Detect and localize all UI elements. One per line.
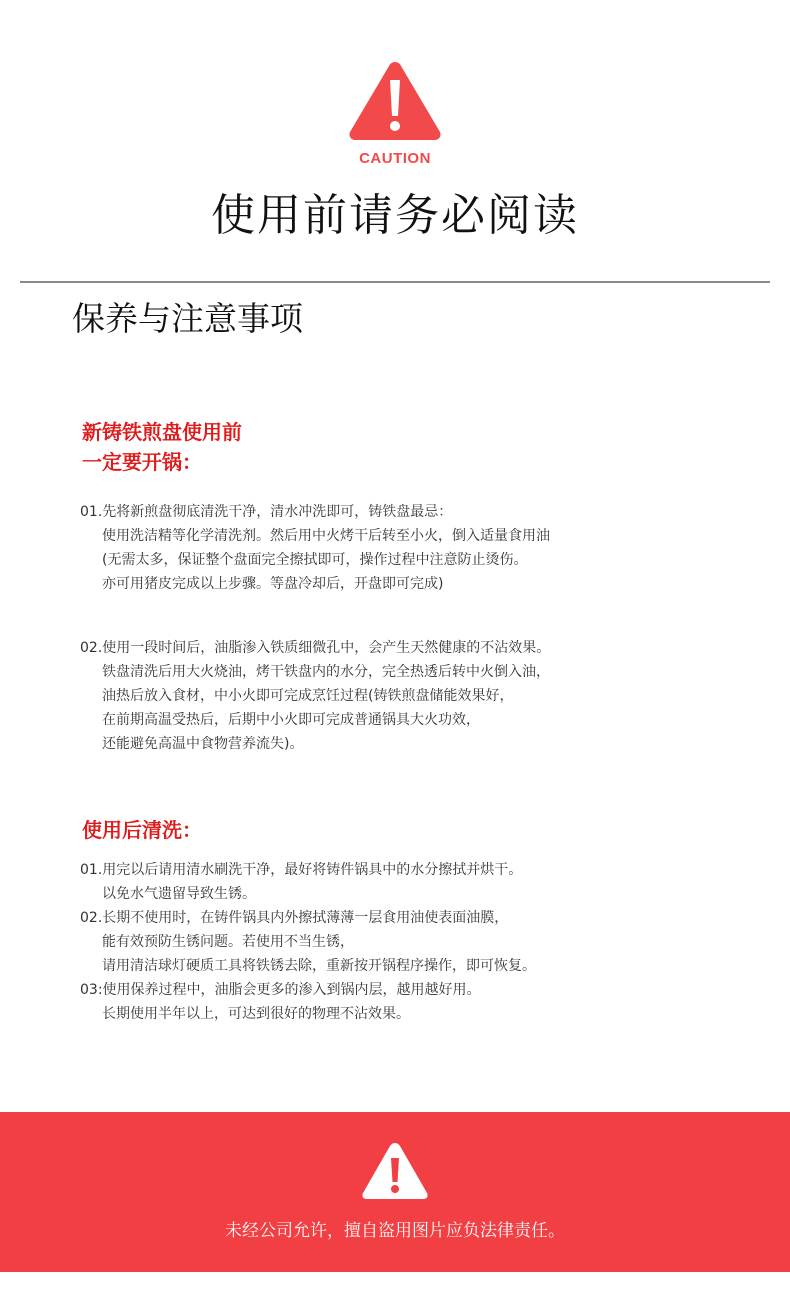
text-line: 油热后放入食材，中小火即可完成烹饪过程(铸铁煎盘储能效果好， [102, 688, 514, 704]
divider [20, 281, 770, 283]
text-line: 亦可用猪皮完成以上步骤。等盘冷却后，开盘即可完成) [102, 576, 444, 592]
text-line: 02.长期不使用时，在铸件锅具内外擦拭薄薄一层食用油使表面油膜， [80, 910, 509, 926]
text-line: 02.使用一段时间后，油脂渗入铁质细微孔中，会产生天然健康的不沾效果。 [80, 640, 551, 656]
page-title: 使用前请务必阅读 [211, 190, 579, 241]
text-line: 01.用完以后请用清水刷洗干净，最好将铸件锅具中的水分擦拭并烘干。 [80, 862, 523, 878]
text-line: 使用洗洁精等化学清洗剂。然后用中火烤干后转至小火，倒入适量食用油 [102, 528, 550, 544]
text-line: 03:使用保养过程中，油脂会更多的渗入到锅内层，越用越好用。 [80, 982, 481, 998]
text-line: 还能避免高温中食物营养流失)。 [102, 736, 304, 752]
text-line: 以免水气遗留导致生锈。 [102, 886, 256, 902]
warning-triangle-icon [360, 1140, 430, 1202]
before-use-heading-line2: 一定要开锅： [82, 450, 202, 474]
text-line: 能有效预防生锈问题。若使用不当生锈， [102, 934, 354, 950]
text-line: 铁盘清洗后用大火烧油，烤干铁盘内的水分，完全热透后转中火倒入油， [102, 664, 550, 680]
caution-triangle-icon [345, 56, 445, 144]
text-line: 01.先将新煎盘彻底清洗干净，清水冲洗即可，铸铁盘最忌： [80, 504, 453, 520]
section-title: 保养与注意事项 [72, 299, 303, 338]
text-line: (无需太多，保证整个盘面完全擦拭即可，操作过程中注意防止烫伤。 [102, 552, 528, 568]
text-line: 长期使用半年以上，可达到很好的物理不沾效果。 [102, 1006, 410, 1022]
text-line: 请用清洁球灯硬质工具将铁锈去除，重新按开锅程序操作，即可恢复。 [102, 958, 536, 974]
after-use-list [80, 858, 536, 1026]
before-use-heading-line1: 新铸铁煎盘使用前 [82, 420, 242, 444]
after-use-heading: 使用后清洗： [82, 818, 202, 842]
text-line: 在前期高温受热后，后期中小火即可完成普通锅具大火功效， [102, 712, 480, 728]
footer-banner [0, 1112, 790, 1272]
caution-label: CAUTION [359, 150, 431, 167]
before-use-item-1 [80, 500, 550, 596]
before-use-item-2 [80, 636, 550, 756]
copyright-notice: 未经公司允许，擅自盗用图片应负法律责任。 [225, 1221, 565, 1241]
